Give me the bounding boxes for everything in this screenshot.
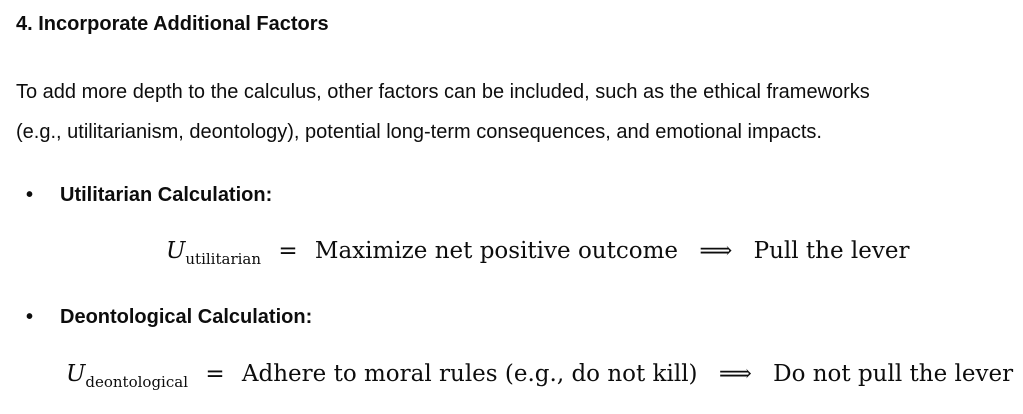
formula-deontological <box>66 359 1013 397</box>
bullet-label: Deontological Calculation: <box>60 306 313 328</box>
paragraph-line: To add more depth to the calculus, other factors can be included, such as the ethical frameworks <box>16 81 870 103</box>
bullet-label: Utilitarian Calculation: <box>60 184 273 206</box>
formula-rhs: Do not pull the lever <box>773 361 1014 387</box>
formula-variable: U <box>166 238 186 264</box>
bullet-utilitarian <box>26 181 272 209</box>
formula-subscript: deontological <box>85 373 188 391</box>
bullet-dot-icon: • <box>26 306 34 328</box>
formula-equals: = <box>278 238 298 264</box>
formula-implies-icon: ⟹ <box>699 238 733 264</box>
bullet-deontological <box>26 303 312 331</box>
section-heading: 4. Incorporate Additional Factors <box>16 13 329 35</box>
formula-lhs: Adhere to moral rules (e.g., do not kill) <box>241 361 698 387</box>
paragraph-line: (e.g., utilitarianism, deontology), potential long-term consequences, and emotional impacts. <box>16 121 822 143</box>
formula-implies-icon: ⟹ <box>718 361 752 387</box>
bullet-dot-icon: • <box>26 184 34 206</box>
intro-paragraph <box>16 72 1006 152</box>
formula-subscript: utilitarian <box>185 250 262 268</box>
formula-lhs: Maximize net positive outcome <box>314 238 678 264</box>
formula-utilitarian <box>166 236 909 274</box>
formula-variable: U <box>66 361 86 387</box>
formula-equals: = <box>205 361 225 387</box>
formula-rhs: Pull the lever <box>753 238 910 264</box>
